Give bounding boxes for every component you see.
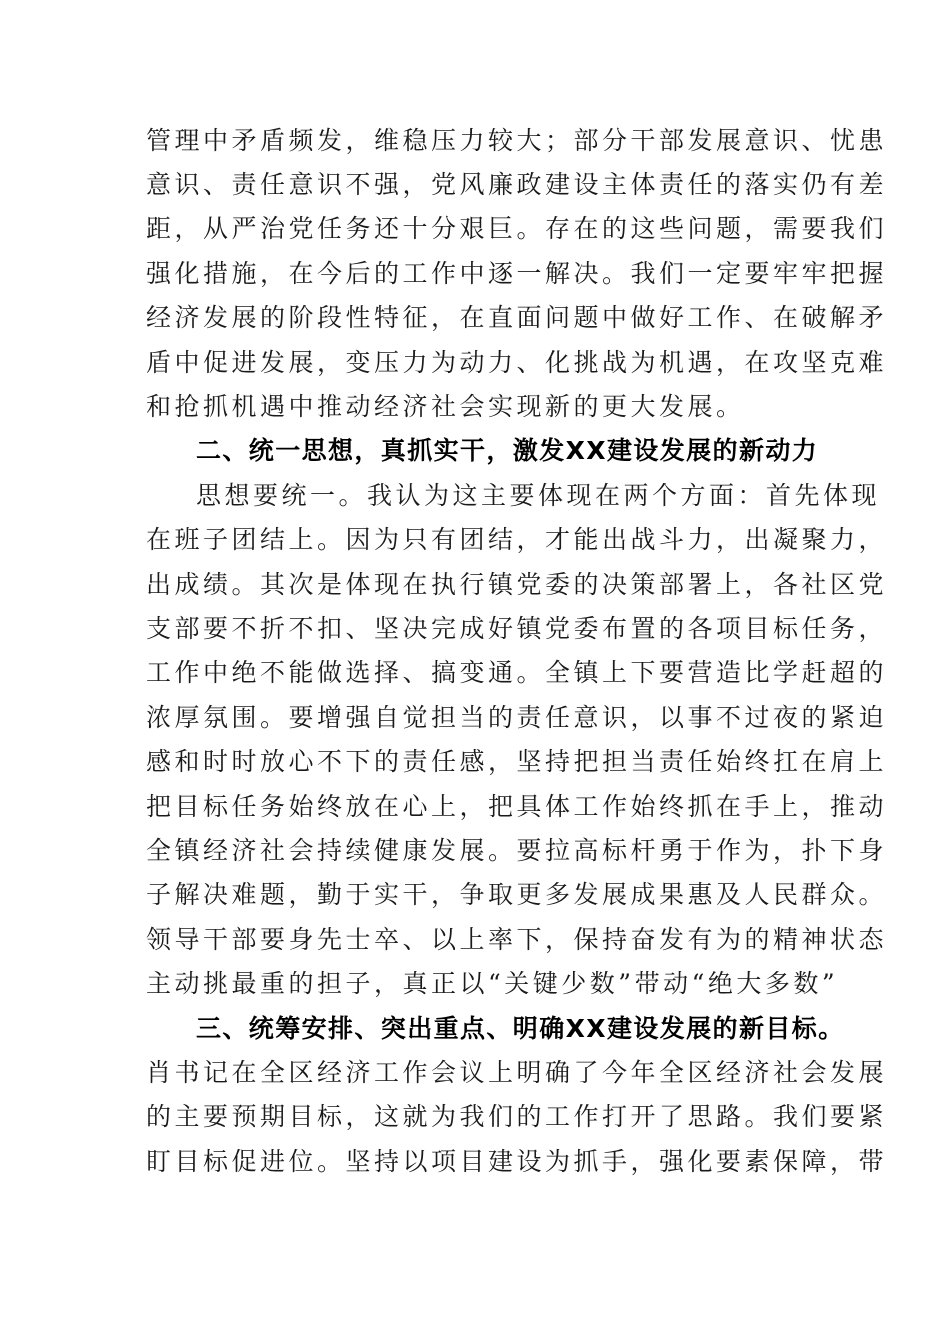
body-line: 出成绩。其次是体现在执行镇党委的决策部署上，各社区党 [146, 570, 888, 599]
body-line: 全镇经济社会持续健康发展。要拉高标杆勇于作为，扑下身 [146, 836, 888, 865]
body-line: 支部要不折不扣、坚决完成好镇党委布置的各项目标任务， [146, 614, 888, 643]
body-line: 经济发展的阶段性特征，在直面问题中做好工作、在破解矛 [146, 303, 888, 332]
body-line: 盯目标促进位。坚持以项目建设为抓手，强化要素保障，带 [146, 1147, 888, 1176]
body-line: 思想要统一。我认为这主要体现在两个方面：首先体现 [196, 481, 881, 510]
body-line: 意识、责任意识不强，党风廉政建设主体责任的落实仍有差 [146, 170, 888, 199]
body-line: 感和时时放心不下的责任感，坚持把担当责任始终扛在肩上 [146, 747, 888, 776]
section-heading: 三、统筹安排、突出重点、明确XX建设发展的新目标。 [196, 1014, 845, 1043]
body-line: 肖书记在全区经济工作会议上明确了今年全区经济社会发展 [146, 1058, 888, 1087]
section-heading: 二、统一思想，真抓实干，激发XX建设发展的新动力 [196, 436, 819, 465]
body-line: 领导干部要身先士卒、以上率下，保持奋发有为的精神状态 [146, 925, 888, 954]
body-line: 子解决难题，勤于实干，争取更多发展成果惠及人民群众。 [146, 880, 888, 909]
body-line: 在班子团结上。因为只有团结，才能出战斗力，出凝聚力， [146, 525, 888, 554]
body-line: 把目标任务始终放在心上，把具体工作始终抓在手上，推动 [146, 792, 888, 821]
body-line: 盾中促进发展，变压力为动力、化挑战为机遇，在攻坚克难 [146, 348, 888, 377]
body-line: 工作中绝不能做选择、搞变通。全镇上下要营造比学赶超的 [146, 658, 888, 687]
body-line: 强化措施，在今后的工作中逐一解决。我们一定要牢牢把握 [146, 259, 888, 288]
body-line: 浓厚氛围。要增强自觉担当的责任意识，以事不过夜的紧迫 [146, 703, 888, 732]
body-line: 的主要预期目标，这就为我们的工作打开了思路。我们要紧 [146, 1102, 888, 1131]
body-line: 主动挑最重的担子，真正以“关键少数”带动“绝大多数” [146, 969, 839, 998]
body-line: 距，从严治党任务还十分艰巨。存在的这些问题，需要我们 [146, 214, 888, 243]
body-line: 管理中矛盾频发，维稳压力较大；部分干部发展意识、忧患 [146, 126, 888, 155]
body-line: 和抢抓机遇中推动经济社会实现新的更大发展。 [146, 392, 745, 421]
